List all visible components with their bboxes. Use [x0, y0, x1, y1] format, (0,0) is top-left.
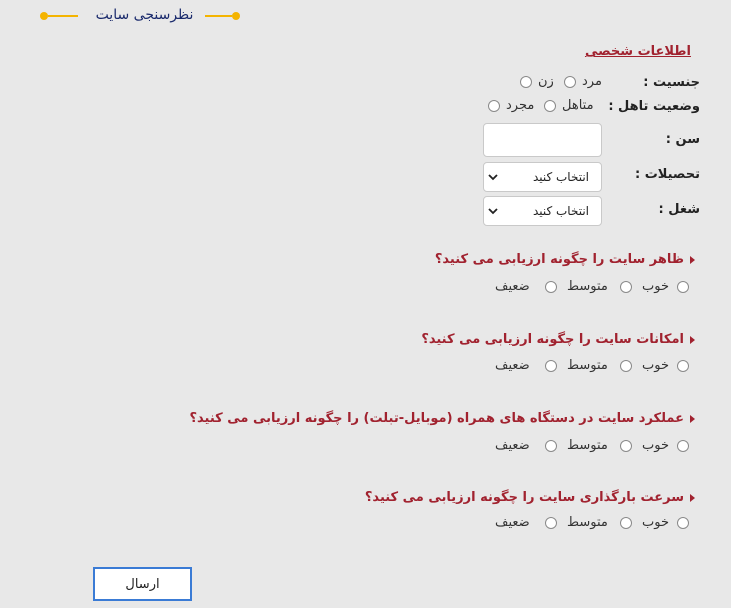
- q3-medium-radio[interactable]: [620, 440, 632, 452]
- gender-female-label: زن: [538, 74, 554, 89]
- q2-good-radio[interactable]: [677, 360, 689, 372]
- personal-info-heading: اطلاعات شخصی: [584, 44, 691, 59]
- age-input[interactable]: [483, 123, 602, 157]
- gender-male-radio[interactable]: [564, 76, 576, 88]
- q4-weak-radio[interactable]: [545, 517, 557, 529]
- q2-medium-label: متوسط: [567, 358, 608, 373]
- title-right-dot: [232, 12, 240, 20]
- question-2: [421, 332, 695, 347]
- q1-medium-label: متوسط: [567, 279, 608, 294]
- bullet-icon: [690, 256, 695, 264]
- gender-female-radio[interactable]: [520, 76, 532, 88]
- question-4: [365, 490, 695, 505]
- title-left-dot: [40, 12, 48, 20]
- q1-medium-radio[interactable]: [620, 281, 632, 293]
- q4-medium-label: متوسط: [567, 515, 608, 530]
- marital-single-label: مجرد: [506, 98, 535, 113]
- question-1: [435, 252, 695, 267]
- question-3-text: عملکرد سایت در دستگاه های همراه (موبایل-تبلت) را چگونه ارزیابی می کنید؟: [189, 411, 684, 426]
- marital-married-radio[interactable]: [544, 100, 556, 112]
- survey-title-bar: [40, 4, 250, 28]
- question-1-text: ظاهر سایت را چگونه ارزیابی می کنید؟: [434, 252, 684, 267]
- title-right-line: [205, 15, 232, 17]
- q2-medium-radio[interactable]: [620, 360, 632, 372]
- bullet-icon: [690, 494, 695, 502]
- q3-good-radio[interactable]: [677, 440, 689, 452]
- gender-label: جنسیت :: [643, 75, 700, 90]
- q4-weak-label: ضعیف: [495, 515, 530, 530]
- title-left-line: [48, 15, 78, 17]
- job-label: شغل :: [658, 202, 700, 217]
- q4-good-label: خوب: [642, 515, 669, 530]
- q1-weak-label: ضعیف: [495, 279, 530, 294]
- job-select-value: انتخاب کنید: [532, 204, 589, 218]
- q3-weak-radio[interactable]: [545, 440, 557, 452]
- education-select-value: انتخاب کنید: [532, 170, 589, 184]
- q4-good-radio[interactable]: [677, 517, 689, 529]
- chevron-down-icon: [488, 173, 498, 181]
- q2-weak-label: ضعیف: [495, 358, 530, 373]
- q2-good-label: خوب: [642, 358, 669, 373]
- question-3: [189, 411, 695, 426]
- submit-button[interactable]: ارسال: [93, 567, 192, 601]
- chevron-down-icon: [488, 207, 498, 215]
- q1-weak-radio[interactable]: [545, 281, 557, 293]
- q3-medium-label: متوسط: [567, 438, 608, 453]
- marital-married-label: متاهل: [562, 98, 594, 113]
- q1-good-radio[interactable]: [677, 281, 689, 293]
- job-select[interactable]: [483, 196, 602, 226]
- bullet-icon: [690, 336, 695, 344]
- gender-male-label: مرد: [582, 74, 602, 89]
- page-title: نظرسنجی سایت: [95, 7, 194, 23]
- q3-weak-label: ضعیف: [495, 438, 530, 453]
- q1-good-label: خوب: [642, 279, 669, 294]
- age-label: سن :: [665, 132, 700, 147]
- q2-weak-radio[interactable]: [545, 360, 557, 372]
- education-label: تحصیلات :: [634, 167, 700, 182]
- question-4-text: سرعت بارگذاری سایت را چگونه ارزیابی می کنید؟: [364, 490, 684, 505]
- question-2-text: امکانات سایت را چگونه ارزیابی می کنید؟: [421, 332, 684, 347]
- bullet-icon: [690, 415, 695, 423]
- q4-medium-radio[interactable]: [620, 517, 632, 529]
- marital-label: وضعیت تاهل :: [608, 99, 700, 114]
- q3-good-label: خوب: [642, 438, 669, 453]
- marital-single-radio[interactable]: [488, 100, 500, 112]
- education-select[interactable]: [483, 162, 602, 192]
